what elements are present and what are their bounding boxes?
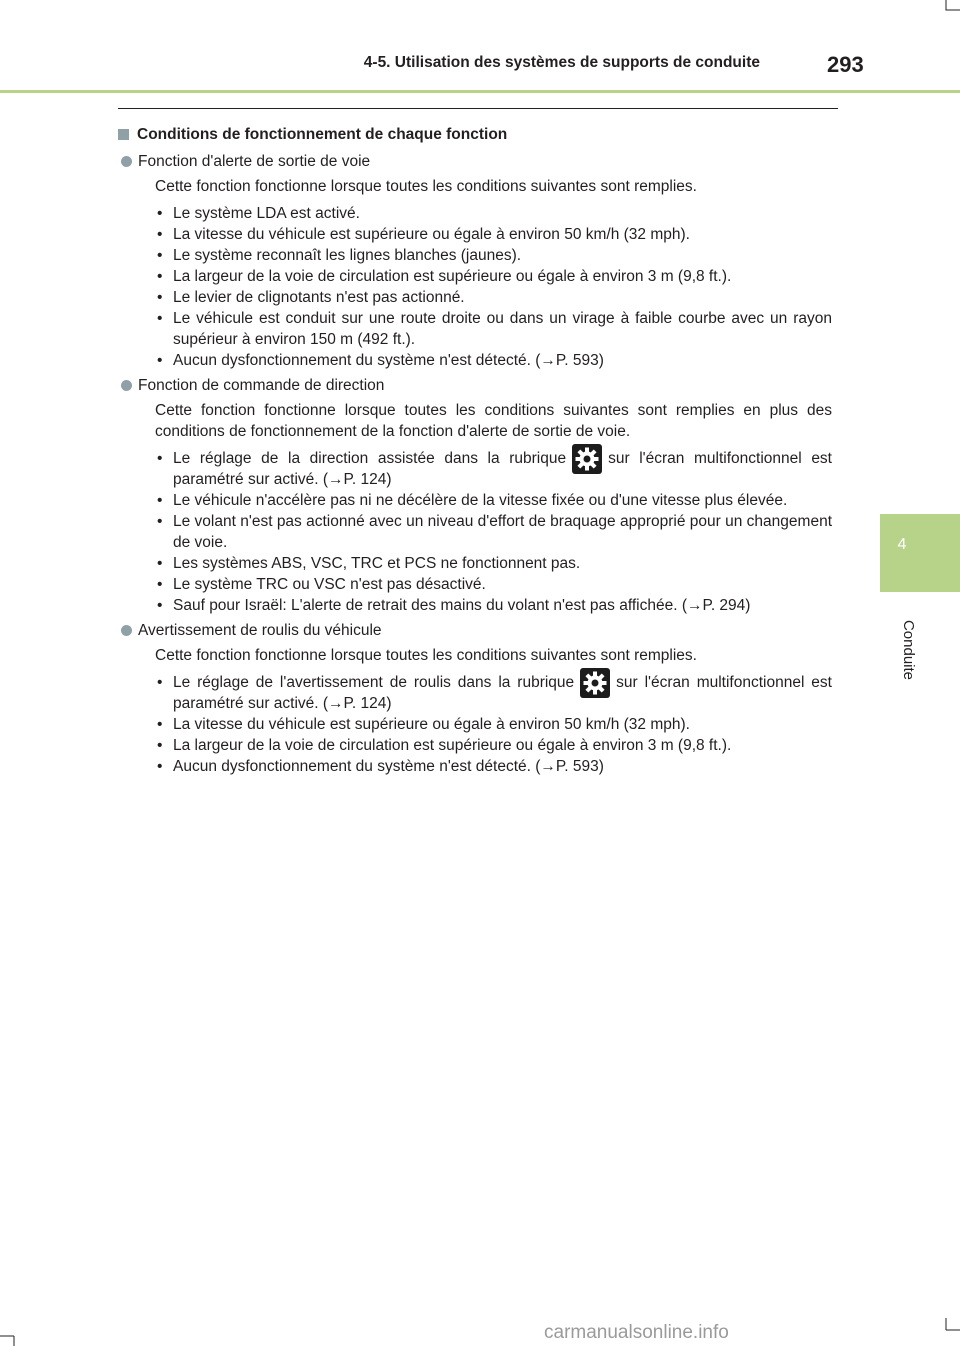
crop-mark-icon xyxy=(938,1318,960,1340)
crop-mark-icon xyxy=(938,0,960,22)
list-item: • Aucun dysfonctionnement du système n'est détecté. (→P. 593) xyxy=(157,352,604,369)
condition-list xyxy=(155,672,832,777)
page-content xyxy=(118,124,832,779)
subsection-heading xyxy=(118,151,832,172)
settings-gear-icon xyxy=(580,668,610,698)
list-item: • Le système reconnaît les lignes blanches (jaunes). xyxy=(157,247,522,264)
running-header: 4-5. Utilisation des systèmes de supports de conduite xyxy=(363,54,760,71)
section-heading xyxy=(118,124,832,145)
list-item: • La largeur de la voie de circulation est supérieure ou égale à environ 3 m (9,8 ft.). xyxy=(157,268,732,285)
subsection-intro: Cette fonction fonctionne lorsque toutes les conditions suivantes sont remplies. xyxy=(155,178,697,195)
list-item: • Le véhicule n'accélère pas ni ne décélère de la vitesse fixée ou d'une vitesse plus élevée. xyxy=(157,492,788,509)
section-title: Conditions de fonctionnement de chaque fonction xyxy=(137,126,508,143)
list-item: • Aucun dysfonctionnement du système n'est détecté. (→P. 593) xyxy=(157,758,604,775)
header-rule xyxy=(0,90,960,93)
subsection-heading xyxy=(118,620,832,641)
list-item: • La vitesse du véhicule est supérieure ou égale à environ 50 km/h (32 mph). xyxy=(157,716,690,733)
circle-bullet-icon xyxy=(121,156,132,167)
list-item: • Le volant n'est pas actionné avec un niveau d'effort de braquage approprié pour un changement de voie. xyxy=(157,513,832,551)
circle-bullet-icon xyxy=(121,380,132,391)
list-item: • La vitesse du véhicule est supérieure ou égale à environ 50 km/h (32 mph). xyxy=(157,226,690,243)
list-item: • Le levier de clignotants n'est pas actionné. xyxy=(157,289,465,306)
list-item: • Sauf pour Israël: L'alerte de retrait des mains du volant n'est pas affichée. (→P. 294) xyxy=(157,597,751,614)
list-item: • Le système LDA est activé. xyxy=(157,205,360,222)
list-item: • Le système TRC ou VSC n'est pas désactivé. xyxy=(157,576,486,593)
subsection-intro: Cette fonction fonctionne lorsque toutes les conditions suivantes sont remplies. xyxy=(155,647,697,664)
list-item: • Le véhicule est conduit sur une route droite ou dans un virage à faible courbe avec un rayon supérieur à environ 150 m (492 ft.). xyxy=(157,310,832,348)
subsection-title: Fonction d'alerte de sortie de voie xyxy=(138,153,371,170)
crop-mark-icon xyxy=(0,1324,22,1346)
condition-list xyxy=(155,448,832,616)
square-bullet-icon xyxy=(118,129,129,140)
section-divider xyxy=(118,108,838,109)
list-item: • Le réglage de l'avertissement de roulis dans la rubrique sur l'écran multifonctionnel est paramétré sur activé. (→P. 124) xyxy=(155,672,832,714)
circle-bullet-icon xyxy=(121,625,132,636)
settings-gear-icon xyxy=(572,444,602,474)
page-number: 293 xyxy=(827,52,864,77)
chapter-number: 4 xyxy=(897,536,907,553)
subsection-heading xyxy=(118,375,832,396)
list-item: • Les systèmes ABS, VSC, TRC et PCS ne fonctionnent pas. xyxy=(157,555,581,572)
watermark: carmanualsonline.info xyxy=(544,1322,729,1343)
chapter-label: Conduite xyxy=(900,619,917,681)
condition-list xyxy=(155,203,832,371)
list-item: • Le réglage de la direction assistée dans la rubrique sur l'écran multifonctionnel est paramétré sur activé. (→P. 124) xyxy=(155,448,832,490)
subsection-title: Fonction de commande de direction xyxy=(138,377,385,394)
subsection-title: Avertissement de roulis du véhicule xyxy=(138,622,382,639)
subsection-intro: Cette fonction fonctionne lorsque toutes les conditions suivantes sont remplies en plus des conditions de fonctionnement de la fonction d'alerte de sortie de voie. xyxy=(155,402,832,440)
list-item: • La largeur de la voie de circulation est supérieure ou égale à environ 3 m (9,8 ft.). xyxy=(157,737,732,754)
